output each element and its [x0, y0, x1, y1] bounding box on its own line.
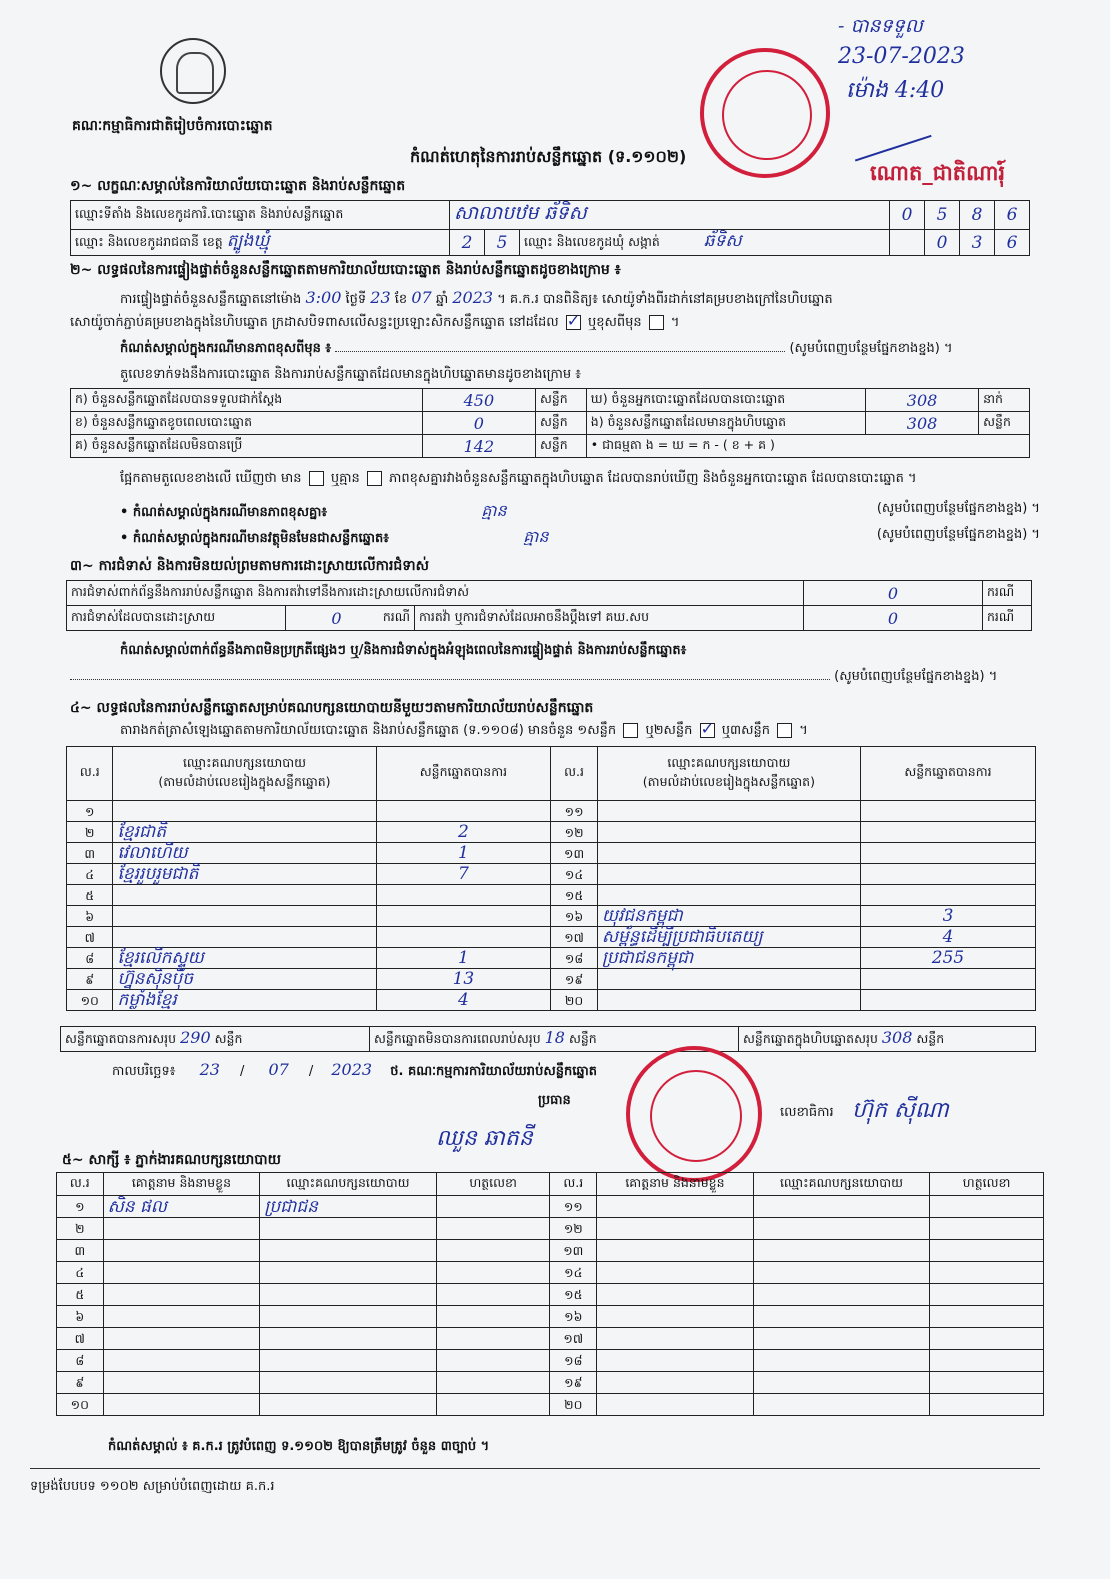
- two-sheets-checkbox[interactable]: [700, 723, 715, 738]
- signing-month: 07: [268, 1060, 289, 1079]
- form-title: កំណត់ហេតុនៃការរាប់សន្លឹកឆ្នោត (ទ.១១០២): [410, 147, 687, 166]
- party-name-cell: យុវជនកម្ពុជា: [597, 906, 860, 927]
- witness-name-cell: [103, 1284, 260, 1306]
- row-number: ៤: [57, 1262, 104, 1284]
- official-seal-top: [700, 48, 830, 178]
- discrepancy-sentence: ផ្អែកតាមតួលេខខាងលើ ឃើញថា មាន ឬគ្មាន ភាពខុសគ្នារវាងចំនួនសន្លឹកឆ្នោតក្នុងហិបឆ្នោត ដែលបានរាប់ឃើញ និងចំនួនអ្នកបោះឆ្នោត ដែលបានបោះឆ្នោត ។: [120, 471, 917, 486]
- party-name-cell: [113, 801, 376, 822]
- witness-name-cell: [103, 1372, 260, 1394]
- province-value: ត្បូងឃ្មុំ: [226, 231, 270, 251]
- witness-table: ល.រ គោត្តនាម និងនាមខ្លួន ឈ្មោះគណបក្សនយោបាយ ហត្ថលេខា ល.រ គោត្តនាម និងនាមខ្លួន ឈ្មោះគណបក្សនយោបាយ ហត្ថលេខា ១ សិន ផល ប្រជាជន ១១ ២ ១២ ៣ ១៣ ៤ ១៤ ៥ ១៥ ៦ ១៦ ៧ ១៧ ៨ ១៨ ៩ ១៩ ១០ ២០: [56, 1172, 1044, 1416]
- discrepancy-note-row: • កំណត់សម្គាល់ក្នុងករណីមានភាពខុសគ្នា៖ គ្មាន (សូមបំពេញបន្ថែមផ្នែកខាងខ្នង) ។: [120, 501, 1040, 520]
- location-digit: 8: [960, 201, 995, 230]
- voters-value: 308: [865, 389, 978, 412]
- witness-signature-cell[interactable]: [436, 1306, 550, 1328]
- figures-intro: តួលេខទាក់ទងនឹងការបោះឆ្នោត និងការរាប់សន្លឹកឆ្នោតដែលមានក្នុងហិបឆ្នោតមានដូចខាងក្រោម ៖: [120, 367, 581, 382]
- witness-party-cell: [260, 1372, 436, 1394]
- witness-party-cell: [260, 1350, 436, 1372]
- votes-cell: 7: [376, 864, 551, 885]
- table-row: [57, 1196, 1044, 1218]
- row-number: ១៥: [550, 1284, 597, 1306]
- section5-heading: ៥~ សាក្សី ៖ ភ្នាក់ងារគណបក្សនយោបាយ: [62, 1152, 281, 1168]
- party-column-header: ឈ្មោះគណបក្សនយោបាយ (តាមលំដាប់លេខរៀងក្នុងសន្លឹកឆ្នោត): [597, 747, 860, 801]
- votes-cell: [860, 990, 1035, 1011]
- table-row: [57, 1240, 1044, 1262]
- witness-signature-cell[interactable]: [930, 1262, 1044, 1284]
- three-sheets-checkbox[interactable]: [777, 723, 792, 738]
- row-number: ២: [67, 822, 113, 843]
- row-number: ៧: [57, 1328, 104, 1350]
- witness-party-cell: ប្រជាជន: [260, 1196, 436, 1218]
- party-name-cell: [113, 906, 376, 927]
- total-box-value: 308: [881, 1028, 913, 1047]
- witness-name-cell: សិន ផល: [103, 1196, 260, 1218]
- verification-month: 07: [411, 288, 432, 307]
- row-number: ៦: [67, 906, 113, 927]
- row-number: ១៧: [551, 927, 597, 948]
- witness-signature-cell[interactable]: [930, 1372, 1044, 1394]
- commune-value: ឆ័ទិស: [703, 231, 742, 251]
- votes-cell: [860, 885, 1035, 906]
- location-value: សាលាបឋម ឆ័ទិស: [450, 201, 890, 230]
- party-name-cell: វេលាហើយ: [113, 843, 376, 864]
- party-name-cell: កម្លាំងខ្មែរ: [113, 990, 376, 1011]
- party-name-cell: [113, 927, 376, 948]
- votes-cell: [860, 801, 1035, 822]
- table-row: [67, 969, 1036, 990]
- commune-digit: 3: [960, 230, 995, 256]
- witness-signature-cell[interactable]: [930, 1328, 1044, 1350]
- witness-party-cell[interactable]: [753, 1284, 929, 1306]
- section1-heading: ១~ លក្ខណៈសម្គាល់នៃការិយាល័យបោះឆ្នោត និងរាប់សន្លឹកឆ្នោត: [70, 178, 406, 194]
- spoiled-ballots-value: 0: [422, 412, 535, 435]
- official-seal-bottom: [626, 1046, 762, 1182]
- party-name-cell: [597, 864, 860, 885]
- votes-cell: 13: [376, 969, 551, 990]
- chair-label: ប្រធាន: [538, 1093, 571, 1108]
- table-row: [57, 1350, 1044, 1372]
- row-number: ២០: [550, 1394, 597, 1416]
- resolved-objections-count: 0 ករណី: [286, 606, 415, 631]
- row-number: ៧: [67, 927, 113, 948]
- witness-name-cell: [103, 1350, 260, 1372]
- no-discrepancy-checkbox[interactable]: [367, 471, 382, 486]
- witness-party-cell: [260, 1218, 436, 1240]
- box-ballots-value: 308: [865, 412, 978, 435]
- row-number: ៨: [57, 1350, 104, 1372]
- votes-cell: 1: [376, 843, 551, 864]
- party-votes-table: ល.រ ឈ្មោះគណបក្សនយោបាយ (តាមលំដាប់លេខរៀងក្នុងសន្លឹកឆ្នោត) សន្លឹកឆ្នោតបានការ ល.រ ឈ្មោះគណបក្សនយោបាយ (តាមលំដាប់លេខរៀងក្នុងសន្លឹកឆ្នោត) សន្លឹកឆ្នោតបានការ ១ ១១ ២ ខ្មែរជាតិ 2 ១២ ៣ វេលាហើយ 1 ១៣ ៤ ខ្មែររួបរួមជាតិ 7 ១៤ ៥ ១៥ ៦ ១៦ យុវជនកម្ពុជា 3 ៧ ១៧ សម្ព័ន្ធដើម្បីប្រជាធិបតេយ្យ 4 ៨ ខ្មែរលើកស្ទួយ 1 ១៨ ប្រជាជនកម្ពុជា 255 ៩ ហ្វ៊ុនស៊ិនប៉ិច 13 ១៩ ១០ កម្លាំងខ្មែរ 4 ២០: [66, 746, 1036, 1011]
- witness-party-cell[interactable]: [753, 1328, 929, 1350]
- witness-signature-cell[interactable]: [436, 1240, 550, 1262]
- witness-signature-cell[interactable]: [930, 1196, 1044, 1218]
- votes-cell: [860, 969, 1035, 990]
- row-number: ១២: [551, 822, 597, 843]
- witness-party-cell[interactable]: [753, 1306, 929, 1328]
- party-name-cell: [597, 990, 860, 1011]
- table-row: [67, 843, 1036, 864]
- table-row: [57, 1372, 1044, 1394]
- witness-party-cell: [260, 1394, 436, 1416]
- location-label: ឈ្មោះទីតាំង និងលេខកូដការិ.បោះឆ្នោត និងរាប់សន្លឹកឆ្នោត: [71, 201, 450, 230]
- tally-sheet-count: តារាងកត់ត្រាសំឡេងឆ្នោតតាមការិយាល័យបោះឆ្នោត និងរាប់សន្លឹកឆ្នោត (ទ.១១០៨) មានចំនួន ១សន្លឹក ឬ២សន្លឹក ✓ ឬ៣សន្លឹក ។: [120, 722, 808, 741]
- row-number: ៥: [57, 1284, 104, 1306]
- location-digit: 0: [890, 201, 925, 230]
- table-row: [57, 1218, 1044, 1240]
- table-row: [67, 927, 1036, 948]
- section2-heading: ២~ លទ្ធផលនៃការផ្ទៀងផ្ទាត់ចំនួនសន្លឹកឆ្នោតតាមការិយាល័យបោះឆ្នោត និងរាប់សន្លឹកឆ្នោតដូចខាងក្រោម ៖: [70, 262, 621, 278]
- witness-party-cell[interactable]: [753, 1196, 929, 1218]
- votes-cell: [376, 906, 551, 927]
- party-name-cell: ហ្វ៊ុនស៊ិនប៉ិច: [113, 969, 376, 990]
- witness-signature-cell[interactable]: [436, 1372, 550, 1394]
- verification-year: 2023: [452, 288, 494, 307]
- row-number: ១១: [550, 1196, 597, 1218]
- commune-digit: 6: [995, 230, 1030, 256]
- witness-signature-cell[interactable]: [930, 1394, 1044, 1416]
- witness-party-cell: [260, 1306, 436, 1328]
- signing-date: កាលបរិច្ឆេទ៖ 23 / 07 / 2023 ថ. គណៈកម្មការការិយាល័យរាប់សន្លឹកឆ្នោត: [112, 1060, 597, 1079]
- witness-party-cell: [260, 1328, 436, 1350]
- row-number: ៤: [67, 864, 113, 885]
- figures-row: គ) ចំនួនសន្លឹកឆ្នោតដែលមិនបានប្រើ 142 សន្លឹក • ជាធម្មតា ង = ឃ = ក - ( ខ + គ ): [71, 435, 1030, 458]
- party-name-cell: [597, 843, 860, 864]
- witness-party-cell[interactable]: [753, 1372, 929, 1394]
- votes-cell: 4: [376, 990, 551, 1011]
- witness-name-cell: [103, 1218, 260, 1240]
- row-number: ១២: [550, 1218, 597, 1240]
- row-number: ១៣: [550, 1240, 597, 1262]
- national-emblem-icon: [160, 38, 226, 104]
- party-name-cell: [597, 969, 860, 990]
- witness-signature-cell[interactable]: [436, 1196, 550, 1218]
- votes-cell: 4: [860, 927, 1035, 948]
- section3-heading: ៣~ ការជំទាស់ និងការមិនយល់ព្រមតាមការដោះស្រាយលើការជំទាស់: [70, 558, 429, 574]
- witness-name-cell[interactable]: [597, 1350, 754, 1372]
- handwritten-received: - បានទទួល: [838, 15, 923, 37]
- handwritten-signature-top: [844, 103, 931, 162]
- row-number: ១៦: [551, 906, 597, 927]
- party-name-cell: សម្ព័ន្ធដើម្បីប្រជាធិបតេយ្យ: [597, 927, 860, 948]
- table-row: [67, 990, 1036, 1011]
- row-number: ១០: [57, 1394, 104, 1416]
- votes-cell: [376, 801, 551, 822]
- row-number: ៣: [57, 1240, 104, 1262]
- difference-note-row: កំណត់សម្គាល់ក្នុងករណីមានភាពខុសពីមុន ៖ (សូមបំពេញបន្ថែមផ្នែកខាងខ្នង) ។: [120, 341, 953, 356]
- votes-cell: 3: [860, 906, 1035, 927]
- votes-cell: [860, 822, 1035, 843]
- formula-note: • ជាធម្មតា ង = ឃ = ក - ( ខ + គ ): [586, 435, 1029, 458]
- unused-ballots-value: 142: [422, 435, 535, 458]
- table-row: [57, 1328, 1044, 1350]
- received-ballots-value: 450: [422, 389, 535, 412]
- votes-cell: 2: [376, 822, 551, 843]
- witness-signature-cell[interactable]: [930, 1350, 1044, 1372]
- location-digit: 6: [995, 201, 1030, 230]
- row-number: ២០: [551, 990, 597, 1011]
- witness-party-cell[interactable]: [753, 1394, 929, 1416]
- row-number: ១៨: [551, 948, 597, 969]
- section4-heading: ៤~ លទ្ធផលនៃការរាប់សន្លឹកឆ្នោតសម្រាប់គណបក្សនយោបាយនីមួយៗតាមការិយាល័យរាប់សន្លឹកឆ្នោត: [70, 700, 594, 716]
- witness-name-cell[interactable]: [597, 1306, 754, 1328]
- handwritten-time: ម៉ោង 4:40: [846, 78, 945, 103]
- witness-party-cell[interactable]: [753, 1240, 929, 1262]
- row-number: ៦: [57, 1306, 104, 1328]
- difference-note-field[interactable]: [335, 351, 785, 352]
- row-number: ៨: [67, 948, 113, 969]
- party-name-cell: [597, 801, 860, 822]
- row-number: ២: [57, 1218, 104, 1240]
- row-number: ៣: [67, 843, 113, 864]
- footnote: កំណត់សម្គាល់ ៖ គ.ក.រ ត្រូវបំពេញ ទ.១១០២ ឱ្យបានត្រឹមត្រូវ ចំនួន ៣ច្បាប់ ។: [108, 1439, 490, 1454]
- votes-cell: [376, 927, 551, 948]
- witness-party-cell[interactable]: [753, 1350, 929, 1372]
- witness-name-cell[interactable]: [597, 1284, 754, 1306]
- witness-name-cell[interactable]: [597, 1328, 754, 1350]
- witness-name-cell[interactable]: [597, 1218, 754, 1240]
- witness-name-cell: [103, 1328, 260, 1350]
- witness-signature-cell[interactable]: [436, 1262, 550, 1284]
- objections-table: ការជំទាស់ពាក់ព័ន្ធនឹងការរាប់សន្លឹកឆ្នោត និងការតវ៉ាទៅនឹងការដោះស្រាយលើការជំទាស់ 0 ករណី ការជំទាស់ដែលបានដោះស្រាយ 0 ករណី ការតវ៉ា ឬការជំទាស់ដែលអាចនឹងប្តឹងទៅ គឃ.សប 0 ករណី: [66, 580, 1032, 631]
- party-column-header: ឈ្មោះគណបក្សនយោបាយ (តាមលំដាប់លេខរៀងក្នុងសន្លឹកឆ្នោត): [113, 747, 376, 801]
- row-number: ៥: [67, 885, 113, 906]
- signing-day: 23: [199, 1060, 220, 1079]
- witness-signature-cell[interactable]: [930, 1240, 1044, 1262]
- witness-signature-cell[interactable]: [436, 1350, 550, 1372]
- changed-checkbox[interactable]: [649, 315, 664, 330]
- table-row: [57, 1262, 1044, 1284]
- foreign-object-note-value: គ្មាន: [523, 527, 549, 546]
- witness-signature-cell[interactable]: [930, 1218, 1044, 1240]
- votes-cell: 1: [376, 948, 551, 969]
- secretary-signature: ហ៊ុក ស៊ីណា: [852, 1098, 949, 1123]
- row-number: ១៤: [551, 864, 597, 885]
- province-digit: 2: [450, 230, 485, 256]
- foreign-object-note-row: • កំណត់សម្គាល់ក្នុងករណីមានវត្ថុមិនមែនជាសន្លឹកឆ្នោត៖ គ្មាន (សូមបំពេញបន្ថែមផ្នែកខាងខ្នង) ។: [120, 527, 1040, 546]
- table-row: [57, 1284, 1044, 1306]
- votes-cell: [860, 864, 1035, 885]
- footer-divider: [30, 1468, 1040, 1469]
- irregularity-note-label: កំណត់សម្គាល់ពាក់ព័ន្ធនឹងភាពមិនប្រក្រតីផ្សេងៗ ឬ/និងការជំទាស់ក្នុងអំឡុងពេលនៃការផ្ទៀងផ្ទាត់ និងការរាប់សន្លឹកឆ្នោត៖: [120, 643, 687, 658]
- total-valid-value: 290: [180, 1028, 211, 1047]
- votes-cell: [860, 843, 1035, 864]
- table-row: [67, 822, 1036, 843]
- table-row: [67, 864, 1036, 885]
- total-invalid-value: 18: [544, 1028, 565, 1047]
- witness-signature-cell[interactable]: [436, 1218, 550, 1240]
- secretary-label: លេខាធិការ: [780, 1105, 834, 1120]
- table-row: [67, 906, 1036, 927]
- witness-name-cell[interactable]: [597, 1394, 754, 1416]
- row-number: ១: [67, 801, 113, 822]
- witness-name-cell: [103, 1306, 260, 1328]
- witness-name-cell[interactable]: [597, 1372, 754, 1394]
- party-name-cell: [597, 885, 860, 906]
- party-name-cell: ខ្មែររួបរួមជាតិ: [113, 864, 376, 885]
- party-name-cell: ខ្មែរជាតិ: [113, 822, 376, 843]
- row-number: ១១: [551, 801, 597, 822]
- appeal-count: 0: [804, 606, 983, 631]
- one-sheet-checkbox[interactable]: [623, 723, 638, 738]
- irregularity-note-row: (សូមបំពេញបន្ថែមផ្នែកខាងខ្នង) ។: [70, 668, 1040, 687]
- row-number: ១៨: [550, 1350, 597, 1372]
- table-row: [57, 1306, 1044, 1328]
- table-row: [67, 948, 1036, 969]
- figures-row: ក) ចំនួនសន្លឹកឆ្នោតដែលបានទទួលជាក់ស្តែង 450 សន្លឹក ឃ) ចំនួនអ្នកបោះឆ្នោតដែលបានបោះឆ្នោត 308 នាក់: [71, 389, 1030, 412]
- row-number: ១៥: [551, 885, 597, 906]
- form-footer-note: ទម្រង់បែបបទ ១១០២ សម្រាប់បំពេញដោយ គ.ក.រ: [30, 1479, 275, 1494]
- witness-party-cell[interactable]: [753, 1262, 929, 1284]
- signing-year: 2023: [331, 1060, 373, 1079]
- ballot-figures-table: [70, 388, 1030, 458]
- objections-count: 0: [804, 581, 983, 606]
- row-number: ១០: [67, 990, 113, 1011]
- witness-signature-cell[interactable]: [436, 1284, 550, 1306]
- row-number: ១៣: [551, 843, 597, 864]
- unchanged-checkbox[interactable]: [566, 315, 581, 330]
- red-stamp-text: ណោត_ជាតិណារុ៍: [870, 161, 1006, 185]
- figures-row: ខ) ចំនួនសន្លឹកឆ្នោតខូចពេលបោះឆ្នោត 0 សន្លឹក ង) ចំនួនសន្លឹកឆ្នោតដែលមានក្នុងហិបឆ្នោត 308 សន្លឹក: [71, 412, 1030, 435]
- table-row: [67, 885, 1036, 906]
- witness-signature-cell[interactable]: [436, 1394, 550, 1416]
- row-number: ១: [57, 1196, 104, 1218]
- chair-signature: ឈួន ឆាតនី: [436, 1126, 533, 1151]
- province-label: ឈ្មោះ និងលេខកូដរាជធានី ខេត្ត ត្បូងឃ្មុំ: [71, 230, 450, 256]
- discrepancy-note-value: គ្មាន: [481, 501, 507, 520]
- org-name: គណៈកម្មាធិការជាតិរៀបចំការបោះឆ្នោត: [72, 118, 273, 134]
- verification-day: 23: [370, 288, 391, 307]
- has-discrepancy-checkbox[interactable]: [309, 471, 324, 486]
- witness-name-cell[interactable]: [597, 1240, 754, 1262]
- row-number: ១៦: [550, 1306, 597, 1328]
- table-row: [57, 1394, 1044, 1416]
- seal-status-sentence: សោយ៉ូចាក់ភ្ជាប់គម្របខាងក្នុងនៃហិបឆ្នោត ក្រដាសបិទពាសលើសន្ទះប្រឡោះសិកសន្លឹកឆ្នោត នៅដដែល ✓ ឬខុសពីមុន ។: [70, 314, 679, 333]
- row-number: ៩: [57, 1372, 104, 1394]
- votes-cell: 255: [860, 948, 1035, 969]
- row-number: ១៩: [550, 1372, 597, 1394]
- witness-party-cell: [260, 1262, 436, 1284]
- row-number: ១៧: [550, 1328, 597, 1350]
- witness-party-cell[interactable]: [753, 1218, 929, 1240]
- witness-name-cell: [103, 1240, 260, 1262]
- witness-party-cell: [260, 1240, 436, 1262]
- table-row: [67, 801, 1036, 822]
- witness-party-cell: [260, 1284, 436, 1306]
- province-digit: 5: [485, 230, 520, 256]
- votes-cell: [376, 885, 551, 906]
- party-name-cell: ប្រជាជនកម្ពុជា: [597, 948, 860, 969]
- party-name-cell: [113, 885, 376, 906]
- witness-name-cell: [103, 1394, 260, 1416]
- commune-digit: 0: [925, 230, 960, 256]
- handwritten-date: 23-07-2023: [838, 44, 965, 69]
- verification-sentence: ការផ្ទៀងផ្ទាត់ចំនួនសន្លឹកឆ្នោតនៅម៉ោង 3:00 ថ្ងៃទី 23 ខែ 07 ឆ្នាំ 2023 ។ គ.ក.រ បានពិនិត្យ៖ សោយ៉ូទាំងពីរដាក់នៅគម្របខាងក្រៅនៃហិបឆ្នោត: [120, 288, 833, 307]
- witness-name-cell[interactable]: [597, 1262, 754, 1284]
- witness-signature-cell[interactable]: [930, 1306, 1044, 1328]
- party-name-cell: [597, 822, 860, 843]
- irregularity-note-field[interactable]: [70, 679, 830, 680]
- witness-signature-cell[interactable]: [930, 1284, 1044, 1306]
- section1-table: [70, 200, 1030, 256]
- verification-time: 3:00: [305, 288, 342, 307]
- party-name-cell: ខ្មែរលើកស្ទួយ: [113, 948, 376, 969]
- location-digit: 5: [925, 201, 960, 230]
- commune-label: ឈ្មោះ និងលេខកូដឃុំ សង្កាត់ ឆ័ទិស: [520, 230, 890, 256]
- row-number: ១៤: [550, 1262, 597, 1284]
- witness-signature-cell[interactable]: [436, 1328, 550, 1350]
- witness-name-cell[interactable]: [597, 1196, 754, 1218]
- row-number: ៩: [67, 969, 113, 990]
- vote-totals: សន្លឹកឆ្នោតបានការសរុប 290 សន្លឹក សន្លឹកឆ្នោតមិនបានការពេលរាប់សរុប 18 សន្លឹក សន្លឹកឆ្នោតក្នុងហិបឆ្នោតសរុប 308 សន្លឹក: [60, 1026, 1036, 1052]
- witness-name-cell: [103, 1262, 260, 1284]
- row-number: ១៩: [551, 969, 597, 990]
